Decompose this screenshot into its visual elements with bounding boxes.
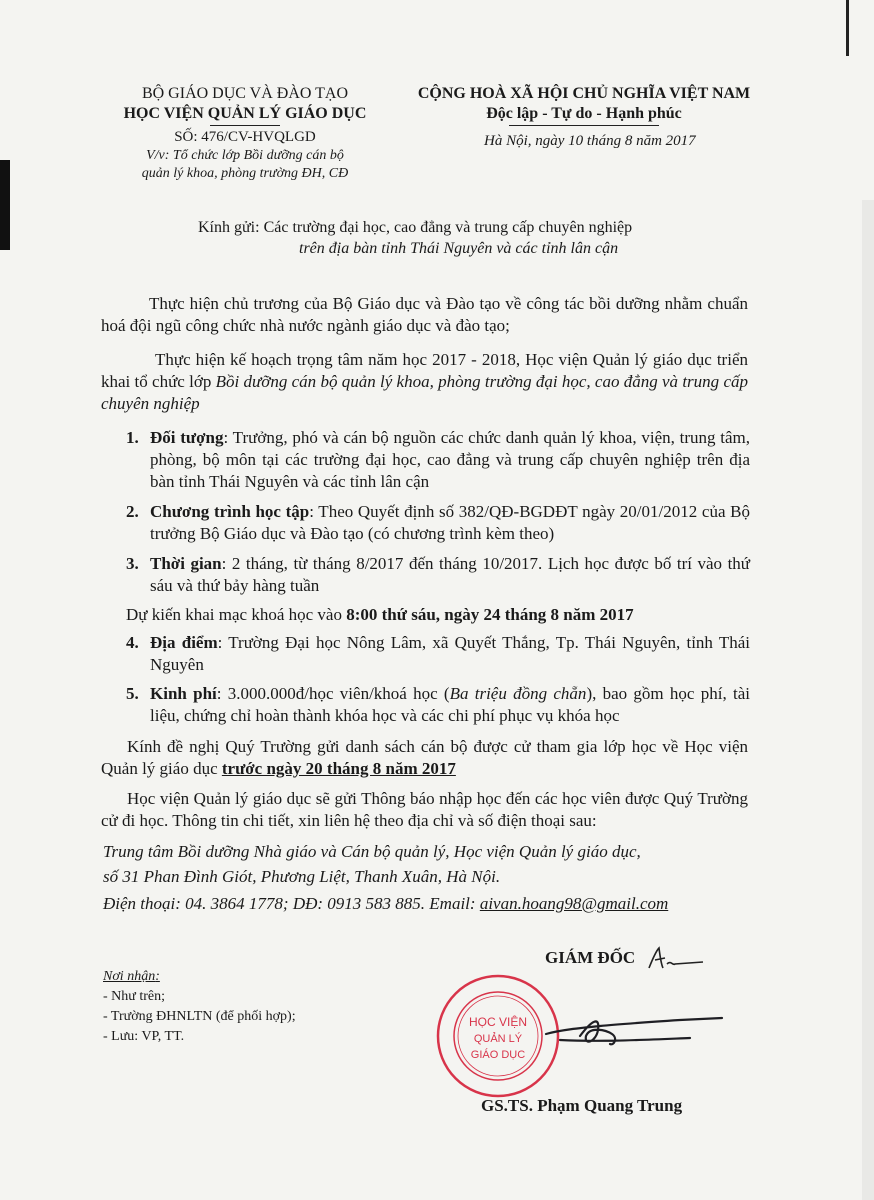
paragraph-2 xyxy=(101,349,748,415)
scan-edge-top xyxy=(846,0,849,56)
opening-text: Dự kiến khai mạc khoá học vào xyxy=(126,605,347,624)
contact-line-1: Trung tâm Bồi dưỡng Nhà giáo và Cán bộ quản lý, Học viện Quản lý giáo dục, xyxy=(103,842,641,861)
recipients-heading-text: Nơi nhận xyxy=(103,969,156,984)
list-item-label: Kinh phí xyxy=(150,684,217,703)
list-number: 2. xyxy=(126,502,139,521)
fee-in-words: Ba triệu đồng chẵn xyxy=(449,684,587,703)
recipient-line-1: Kính gửi: Các trường đại học, cao đẳng và trung cấp chuyên nghiệp xyxy=(198,219,633,236)
list-item-1 xyxy=(126,427,750,495)
stamp-text-2: QUẢN LÝ xyxy=(473,1033,523,1045)
list-item-text: : 2 tháng, từ tháng 8/2017 đến tháng 10/2017. Lịch học được bố trí vào thứ sáu và thứ bảy hàng tuần xyxy=(150,554,751,595)
signer-name: GS.TS. Phạm Quang Trung xyxy=(481,1096,683,1115)
recipient-line-2: trên địa bàn tỉnh Thái Nguyên và các tỉnh lân cận xyxy=(299,240,619,257)
list-number: 3. xyxy=(126,554,139,573)
list-number: 5. xyxy=(126,684,139,703)
list-item-label: Thời gian xyxy=(150,554,222,573)
subject-line-2: quản lý khoa, phòng trường ĐH, CĐ xyxy=(141,166,349,181)
issue-date: Hà Nội, ngày 10 tháng 8 năm 2017 xyxy=(484,133,696,149)
recipients-item-1: - Như trên; xyxy=(103,989,166,1004)
request-text: Kính đề nghị Quý Trường gửi danh sách cán bộ được cử tham gia lớp học về Học viện Quản lý giáo dục xyxy=(101,737,748,778)
document-number: SỐ: 476/CV-HVQLGD xyxy=(174,129,316,145)
header-left-divider xyxy=(210,125,280,126)
list-item-text: : Trưởng, phó và cán bộ nguồn các chức danh quản lý khoa, viện, trung tâm, phòng, bộ môn tại các trường đại học, cao đẳng và trung cấp chuyên nghiệp trên địa bàn tỉnh Thái Nguyên và các tỉnh lân cận xyxy=(150,428,751,491)
list-item-text-end: ), bao gồm học phí, tài liệu, chứng chỉ hoàn thành khóa học và các chi phí phục vụ khóa học xyxy=(150,684,750,725)
list-item-text: : 3.000.000đ/học viên/khoá học ( xyxy=(216,684,450,703)
motto: Độc lập - Tự do - Hạnh phúc xyxy=(486,105,682,122)
list-number: 4. xyxy=(126,633,139,652)
list-item-label: Đối tượng xyxy=(150,428,224,447)
contact-phone-line xyxy=(103,893,783,915)
header-left xyxy=(95,84,395,183)
recipients-heading: Nơi nhận: xyxy=(103,969,160,984)
subject-line-1: V/v: Tổ chức lớp Bồi dưỡng cán bộ xyxy=(146,148,344,163)
notice-paragraph: Học viện Quản lý giáo dục sẽ gửi Thông báo nhập học đến các học viên được Quý Trường cử đi học. Thông tin chi tiết, xin liên hệ theo địa chỉ và số điện thoại sau: xyxy=(101,789,748,830)
contact-email-link[interactable]: aivan.hoang98@gmail.com xyxy=(479,894,669,913)
ministry-name: BỘ GIÁO DỤC VÀ ĐÀO TẠO xyxy=(141,85,349,102)
list-item-label: Chương trình học tập xyxy=(150,502,310,521)
list-item-2 xyxy=(126,501,750,547)
paragraph-1: Thực hiện chủ trương của Bộ Giáo dục và Đào tạo về công tác bồi dưỡng nhằm chuẩn hoá đội ngũ công chức nhà nước ngành giáo dục và đào tạo; xyxy=(101,294,748,335)
recipients-item-2: - Trường ĐHNLTN (để phối hợp); xyxy=(103,1009,296,1024)
stamp-text-1: HỌC VIỆN xyxy=(468,1015,528,1029)
recipients-item-3: - Lưu: VP, TT. xyxy=(103,1029,185,1044)
opening-line xyxy=(126,604,766,626)
contact-line-2: số 31 Phan Đình Giót, Phương Liệt, Thanh Xuân, Hà Nội. xyxy=(103,867,501,886)
list-item-4 xyxy=(126,632,750,678)
stamp-text-3: GIÁO DỤC xyxy=(470,1049,526,1061)
list-item-label: Địa điểm xyxy=(150,633,218,652)
list-item-text: : Trường Đại học Nông Lâm, xã Quyết Thắng, Tp. Thái Nguyên, tỉnh Thái Nguyên xyxy=(150,633,750,674)
scan-edge-left xyxy=(0,160,10,250)
list-number: 1. xyxy=(126,428,139,447)
request-paragraph xyxy=(101,736,748,780)
list-item-3 xyxy=(126,553,750,599)
scan-edge-right xyxy=(862,200,874,1200)
signature-title: GIÁM ĐỐC xyxy=(545,948,636,967)
list-item-text: : Theo Quyết định số 382/QĐ-BGDĐT ngày 20/01/2012 của Bộ trưởng Bộ Giáo dục và Đào tạo (có chương trình kèm theo) xyxy=(150,502,750,543)
opening-date: 8:00 thứ sáu, ngày 24 tháng 8 năm 2017 xyxy=(346,605,634,624)
header-right-divider xyxy=(509,125,659,126)
contact-phone: Điện thoại: 04. 3864 1778; DĐ: 0913 583 885. Email: xyxy=(103,894,480,913)
paragraph-2-text: Thực hiện kế hoạch trọng tâm năm học 2017 - 2018, Học viện Quản lý giáo dục triển khai tổ chức lớp xyxy=(101,350,748,391)
header-right xyxy=(398,84,770,128)
handwritten-signature-icon xyxy=(540,990,725,1060)
list-item-5 xyxy=(126,683,750,729)
initial-mark-icon xyxy=(645,944,715,974)
country-name: CỘNG HOÀ XÃ HỘI CHỦ NGHĨA VIỆT NAM xyxy=(417,85,751,102)
request-deadline: trước ngày 20 tháng 8 năm 2017 xyxy=(221,759,456,778)
institution-name: HỌC VIỆN QUẢN LÝ GIÁO DỤC xyxy=(123,105,367,122)
course-name: Bồi dưỡng cán bộ quản lý khoa, phòng trường đại học, cao đẳng và trung cấp chuyên nghiệp xyxy=(101,372,748,413)
